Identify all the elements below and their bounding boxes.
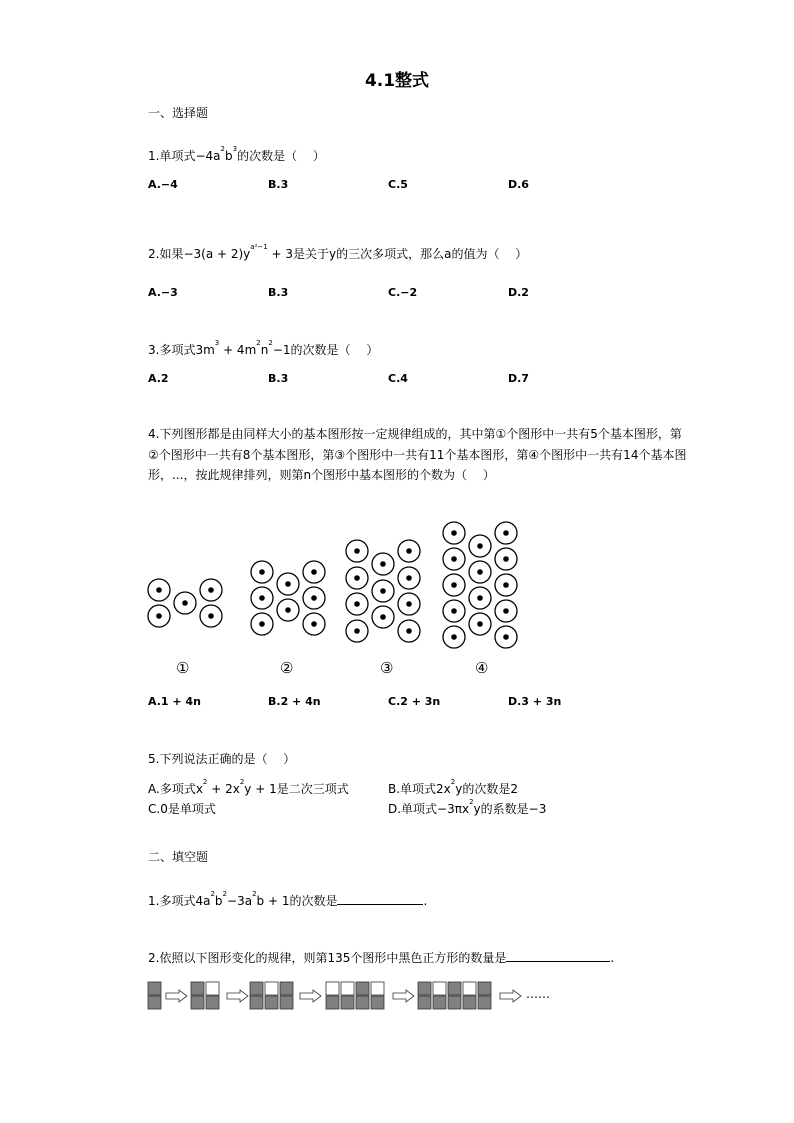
- option-text: y的系数是−3: [473, 802, 547, 816]
- figure-label-3: ③: [380, 659, 394, 677]
- gray-square: [191, 982, 204, 995]
- gray-square: [280, 982, 293, 995]
- gray-square: [148, 982, 161, 995]
- option-text: y的次数是2: [455, 782, 519, 796]
- white-square: [206, 982, 219, 995]
- option-text: B.单项式2x: [388, 782, 451, 796]
- q2-option-a[interactable]: A.−3: [148, 286, 178, 299]
- arrow-right-icon: [300, 990, 321, 1002]
- q4-option-a[interactable]: A.1 + 4n: [148, 695, 201, 708]
- exponent: 3: [214, 339, 220, 347]
- gray-square: [478, 996, 491, 1009]
- gray-square: [356, 982, 369, 995]
- question-text: 1.多项式4a: [148, 894, 211, 908]
- q2-option-d[interactable]: D.2: [508, 286, 529, 299]
- white-square: [341, 982, 354, 995]
- gray-square: [448, 996, 461, 1009]
- question-text: .: [610, 951, 615, 965]
- white-square: [463, 982, 476, 995]
- exponent: 2: [220, 145, 225, 153]
- exponent: 2: [202, 778, 208, 786]
- question-text: −3a: [227, 894, 253, 908]
- figure-label-1: ①: [176, 659, 190, 677]
- exponent: 2: [222, 890, 228, 898]
- question-5: 5.下列说法正确的是（ ）: [148, 752, 296, 766]
- gray-square: [206, 996, 219, 1009]
- gray-square: [280, 996, 293, 1009]
- question-1-text: b: [224, 149, 233, 163]
- exponent: 2: [268, 339, 273, 347]
- q4-option-b[interactable]: B.2 + 4n: [268, 695, 321, 708]
- q1-option-c[interactable]: C.5: [388, 178, 408, 191]
- arrow-right-icon: [500, 990, 521, 1002]
- question-1-text: 1.单项式−4a: [148, 149, 221, 163]
- exponent: 2: [469, 798, 474, 806]
- gray-square: [463, 996, 476, 1009]
- gray-square: [148, 996, 161, 1009]
- q4-option-d[interactable]: D.3 + 3n: [508, 695, 562, 708]
- option-text: A.多项式x: [148, 782, 203, 796]
- q2-option-c[interactable]: C.−2: [388, 286, 418, 299]
- option-text: D.单项式−3πx: [388, 802, 470, 816]
- question-text: .: [423, 894, 428, 908]
- white-square: [265, 982, 278, 995]
- exponent: a²−1: [250, 243, 268, 251]
- figure-label-4: ④: [475, 659, 489, 677]
- q1-option-a[interactable]: A.−4: [148, 178, 178, 191]
- gray-square: [418, 996, 431, 1009]
- q1-option-d[interactable]: D.6: [508, 178, 529, 191]
- arrow-right-icon: [166, 990, 187, 1002]
- q3-option-b[interactable]: B.3: [268, 372, 289, 385]
- option-text: y + 1是二次三项式: [244, 782, 349, 796]
- page-title: 4.1整式: [364, 71, 430, 91]
- white-square: [433, 982, 446, 995]
- exponent: 2: [450, 778, 456, 786]
- question-3-text: −1的次数是（ ）: [272, 343, 379, 357]
- section-heading-choice: 一、选择题: [148, 106, 209, 120]
- q3-option-d[interactable]: D.7: [508, 372, 529, 385]
- gray-square: [250, 996, 263, 1009]
- q5-option-c[interactable]: C.0是单项式: [148, 802, 216, 816]
- q1-option-b[interactable]: B.3: [268, 178, 289, 191]
- gray-square: [326, 996, 339, 1009]
- arrow-right-icon: [393, 990, 414, 1002]
- exponent: 2: [252, 890, 257, 898]
- q3-option-a[interactable]: A.2: [148, 372, 169, 385]
- question-text: b + 1的次数是: [256, 894, 338, 908]
- question-text: b: [214, 894, 223, 908]
- gray-square: [265, 996, 278, 1009]
- gray-square: [418, 982, 431, 995]
- white-square: [371, 982, 384, 995]
- exponent: 2: [239, 778, 245, 786]
- question-3-text: 3.多项式3m: [148, 343, 215, 357]
- question-2-text: 2.如果−3(a + 2)y: [148, 247, 251, 261]
- white-square: [326, 982, 339, 995]
- exponent: 3: [232, 145, 238, 153]
- gray-square: [448, 982, 461, 995]
- question-2-text: + 3是关于y的三次多项式，那么a的值为（ ）: [267, 247, 528, 261]
- section-heading-fill: 二、填空题: [148, 850, 209, 864]
- question-3-text: + 4m: [219, 343, 257, 357]
- gray-square: [191, 996, 204, 1009]
- question-4-text: 4.下列图形都是由同样大小的基本图形按一定规律组成的，其中第①个图形中一共有5个基本图形，第②个图形中一共有8个基本图形，第③个图形中一共有11个基本图形，第④个图形中一共有14个基本图形，...，按此规律排列，则第n个图形中基本图形的个数为（ ）: [148, 427, 687, 482]
- q2-option-b[interactable]: B.3: [268, 286, 289, 299]
- question-text: 2.依照以下图形变化的规律，则第135个图形中黑色正方形的数量是: [148, 951, 507, 965]
- option-text: + 2x: [207, 782, 240, 796]
- question-3-text: n: [260, 343, 269, 357]
- gray-square: [341, 996, 354, 1009]
- gray-square: [371, 996, 384, 1009]
- figure-label-2: ②: [280, 659, 294, 677]
- gray-square: [250, 982, 263, 995]
- ellipsis: ……: [526, 987, 550, 1001]
- gray-square: [478, 982, 491, 995]
- q3-option-c[interactable]: C.4: [388, 372, 408, 385]
- gray-square: [433, 996, 446, 1009]
- exponent: 2: [256, 339, 261, 347]
- arrow-right-icon: [227, 990, 248, 1002]
- q4-option-c[interactable]: C.2 + 3n: [388, 695, 441, 708]
- exponent: 2: [210, 890, 215, 898]
- gray-square: [356, 996, 369, 1009]
- question-1-text: 的次数是（ ）: [237, 149, 325, 163]
